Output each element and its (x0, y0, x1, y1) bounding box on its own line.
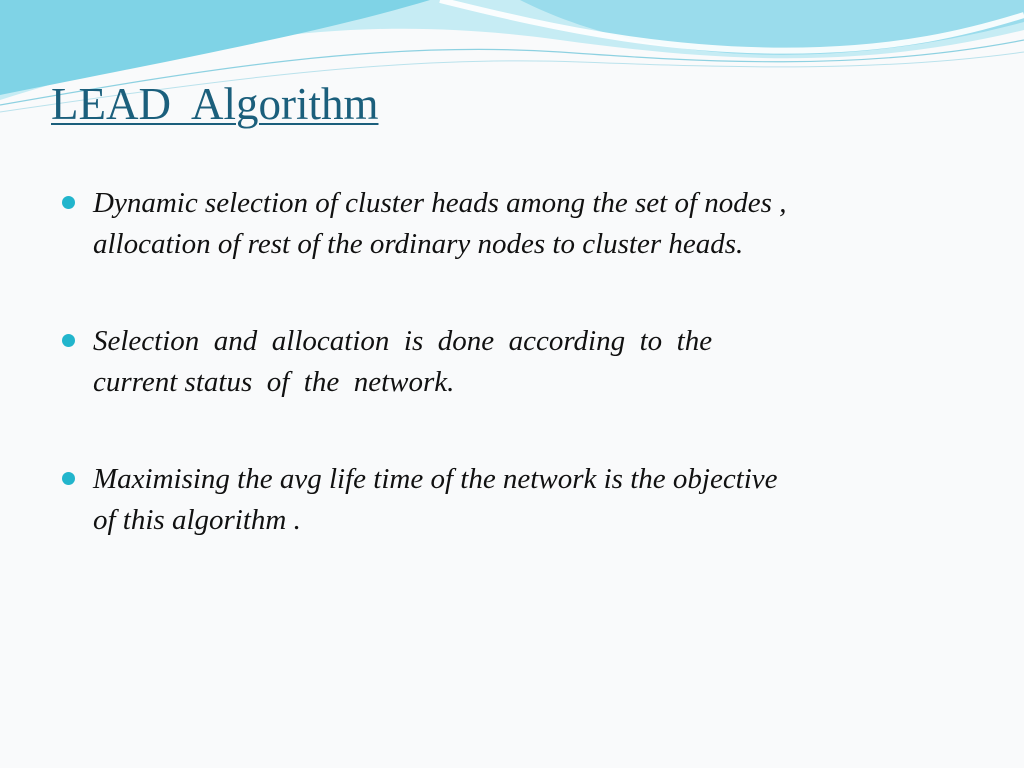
bullet-dot-icon (62, 196, 75, 209)
slide-title: LEAD Algorithm (51, 79, 379, 129)
bullet-list (60, 183, 960, 597)
bullet-text: Maximising the avg life time of the network is the objective of this algorithm . (93, 463, 778, 536)
bullet-item (60, 459, 960, 541)
wave-band-right (520, 0, 1024, 55)
bullet-text: Selection and allocation is done according to the current status of the network. (93, 325, 713, 398)
bullet-item (60, 321, 960, 403)
bullet-dot-icon (62, 334, 75, 347)
bullet-text: Dynamic selection of cluster heads among the set of nodes , allocation of rest of the ordinary nodes to cluster heads. (93, 187, 787, 260)
bullet-item (60, 183, 960, 265)
bullet-dot-icon (62, 472, 75, 485)
